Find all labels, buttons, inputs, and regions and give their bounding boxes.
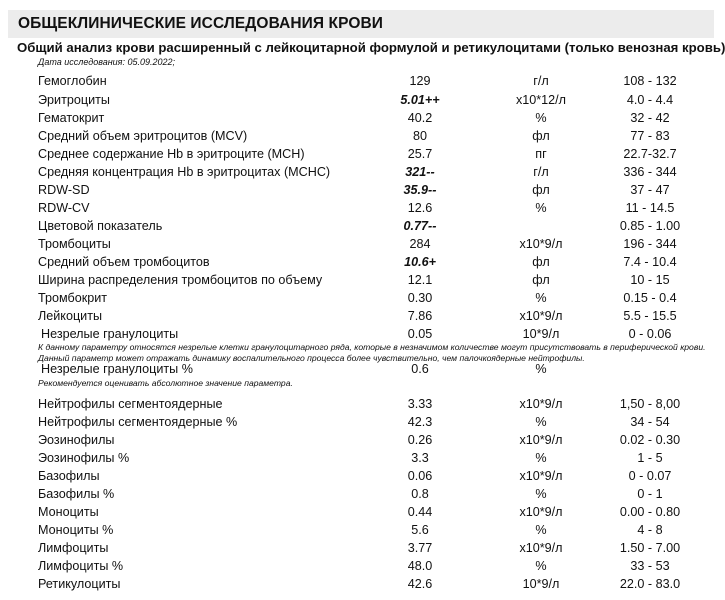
param-value-flagged: 321-- — [405, 165, 435, 179]
param-reference: 22.7-32.7 — [623, 147, 677, 161]
param-unit: % — [535, 415, 547, 429]
param-unit: фл — [532, 129, 550, 143]
param-name: Гемоглобин — [38, 74, 107, 88]
absolute-value-note: Рекомендуется оценивать абсолютное значение параметра. — [38, 378, 293, 388]
param-reference: 22.0 - 83.0 — [619, 577, 681, 591]
param-reference: 0.02 - 0.30 — [619, 433, 681, 447]
param-unit: x10*9/л — [519, 309, 563, 323]
param-value: 48.0 — [407, 559, 433, 573]
param-value-flagged: 10.6+ — [404, 255, 436, 269]
result-row — [0, 165, 725, 183]
param-value: 0.06 — [407, 469, 433, 483]
section-header — [8, 10, 714, 38]
param-name: Тромбоциты — [38, 237, 111, 251]
param-reference: 1,50 - 8,00 — [619, 397, 681, 411]
param-value: 42.3 — [407, 415, 433, 429]
param-value: 129 — [409, 74, 431, 88]
result-row — [0, 577, 725, 595]
param-value-flagged: 0.77-- — [403, 219, 437, 233]
param-name: Незрелые гранулоциты % — [41, 362, 193, 376]
param-unit: x10*9/л — [519, 237, 563, 251]
param-value: 0.26 — [407, 433, 433, 447]
param-unit: 10*9/л — [522, 327, 560, 341]
param-reference: 11 - 14.5 — [625, 201, 675, 215]
result-row — [0, 523, 725, 541]
param-reference: 5.5 - 15.5 — [623, 309, 677, 323]
param-reference: 0 - 0.06 — [628, 327, 672, 341]
result-row — [0, 397, 725, 415]
result-row — [0, 291, 725, 309]
result-row — [0, 93, 725, 111]
param-name: RDW-SD — [38, 183, 90, 197]
result-row — [0, 451, 725, 469]
param-name: Ретикулоциты — [38, 577, 121, 591]
result-row — [0, 469, 725, 487]
immature-granulocytes-note: К данному параметру относятся незрелые клетки гранулоцитарного ряда, которые в незначимом количестве могут присутствовать в периферической крови. Данный параметр может отражать динамику воспалительного процесса более чувствительно, чем палочкоядерные нейтрофилы. — [38, 342, 706, 363]
param-name: Моноциты — [38, 505, 99, 519]
param-name: RDW-CV — [38, 201, 90, 215]
param-reference: 10 - 15 — [630, 273, 670, 287]
param-reference: 0.85 - 1.00 — [619, 219, 681, 233]
param-value: 0.30 — [407, 291, 433, 305]
param-name: Лейкоциты — [38, 309, 103, 323]
param-value: 0.8 — [411, 487, 429, 501]
param-name: Эозинофилы % — [38, 451, 130, 465]
param-name: Средний объем эритроцитов (MCV) — [38, 129, 248, 143]
param-unit: x10*9/л — [519, 469, 563, 483]
param-unit: г/л — [533, 165, 549, 179]
param-reference: 7.4 - 10.4 — [623, 255, 677, 269]
param-name: Моноциты % — [38, 523, 114, 537]
param-reference: 0 - 1 — [637, 487, 663, 501]
param-reference: 77 - 83 — [630, 129, 670, 143]
param-value: 40.2 — [407, 111, 433, 125]
test-title: Общий анализ крови расширенный с лейкоцитарной формулой и ретикулоцитами (только венозная кровь) — [17, 40, 725, 55]
param-reference: 4 - 8 — [637, 523, 663, 537]
param-value: 0.6 — [411, 362, 429, 376]
param-unit: x10*12/л — [515, 93, 567, 107]
param-reference: 0 - 0.07 — [628, 469, 672, 483]
param-reference: 37 - 47 — [630, 183, 670, 197]
param-unit: % — [535, 291, 547, 305]
param-unit: % — [535, 523, 547, 537]
param-unit: x10*9/л — [519, 433, 563, 447]
param-reference: 196 - 344 — [623, 237, 677, 251]
param-value: 5.6 — [411, 523, 429, 537]
section-title: ОБЩЕКЛИНИЧЕСКИЕ ИССЛЕДОВАНИЯ КРОВИ — [18, 15, 384, 32]
result-row — [0, 433, 725, 451]
param-value: 12.1 — [407, 273, 433, 287]
result-row — [0, 559, 725, 577]
result-row — [0, 255, 725, 273]
param-name: Средняя концентрация Hb в эритроцитах (MCHC) — [38, 165, 331, 179]
param-name: Среднее содержание Hb в эритроците (MCH) — [38, 147, 305, 161]
param-name: Лимфоциты — [38, 541, 109, 555]
param-value: 0.05 — [407, 327, 433, 341]
param-value: 3.33 — [407, 397, 433, 411]
param-value: 7.86 — [407, 309, 433, 323]
param-unit: % — [535, 451, 547, 465]
param-unit: фл — [532, 183, 550, 197]
result-row — [0, 541, 725, 559]
param-name: Ширина распределения тромбоцитов по объему — [38, 273, 323, 287]
param-value: 80 — [412, 129, 427, 143]
param-reference: 108 - 132 — [623, 74, 677, 88]
param-reference: 4.0 - 4.4 — [626, 93, 674, 107]
result-row — [0, 183, 725, 201]
param-name: Нейтрофилы сегментоядерные — [38, 397, 223, 411]
param-reference: 0.00 - 0.80 — [619, 505, 681, 519]
param-reference: 32 - 42 — [630, 111, 670, 125]
param-name: Базофилы — [38, 469, 100, 483]
param-value: 0.44 — [407, 505, 433, 519]
result-row — [0, 147, 725, 165]
result-row — [0, 74, 725, 92]
param-value-flagged: 5.01++ — [400, 93, 440, 107]
param-reference: 336 - 344 — [623, 165, 677, 179]
param-reference: 0.15 - 0.4 — [623, 291, 677, 305]
result-row — [0, 487, 725, 505]
param-name: Эритроциты — [38, 93, 110, 107]
param-name: Средний объем тромбоцитов — [38, 255, 210, 269]
param-unit: x10*9/л — [519, 505, 563, 519]
param-name: Гематокрит — [38, 111, 105, 125]
param-unit: % — [535, 559, 547, 573]
param-value-flagged: 35.9-- — [403, 183, 437, 197]
param-name: Эозинофилы — [38, 433, 115, 447]
test-date: Дата исследования: 05.09.2022; — [38, 57, 176, 67]
param-reference: 1 - 5 — [637, 451, 663, 465]
result-row — [0, 505, 725, 523]
param-unit: % — [535, 362, 547, 376]
param-value: 25.7 — [407, 147, 433, 161]
result-row — [0, 237, 725, 255]
param-reference: 33 - 53 — [630, 559, 670, 573]
param-value: 3.77 — [407, 541, 433, 555]
param-value: 284 — [409, 237, 431, 251]
param-unit: x10*9/л — [519, 397, 563, 411]
param-reference: 34 - 54 — [630, 415, 670, 429]
param-unit: пг — [535, 147, 547, 161]
param-unit: 10*9/л — [522, 577, 560, 591]
result-row — [0, 129, 725, 147]
result-row — [0, 309, 725, 327]
param-value: 3.3 — [411, 451, 429, 465]
result-row — [0, 415, 725, 433]
param-unit: % — [535, 487, 547, 501]
result-row — [0, 273, 725, 291]
param-name: Нейтрофилы сегментоядерные % — [38, 415, 238, 429]
result-row — [0, 201, 725, 219]
result-row — [0, 111, 725, 129]
param-unit: фл — [532, 255, 550, 269]
param-name: Тромбокрит — [38, 291, 108, 305]
param-reference: 1.50 - 7.00 — [619, 541, 681, 555]
param-name: Лимфоциты % — [38, 559, 124, 573]
param-unit: x10*9/л — [519, 541, 563, 555]
param-name: Базофилы % — [38, 487, 115, 501]
param-name: Незрелые гранулоциты — [41, 327, 179, 341]
param-unit: фл — [532, 273, 550, 287]
param-unit: % — [535, 201, 547, 215]
param-name: Цветовой показатель — [38, 219, 163, 233]
param-value: 12.6 — [407, 201, 433, 215]
param-unit: г/л — [533, 74, 549, 88]
result-row — [0, 219, 725, 237]
param-unit: % — [535, 111, 547, 125]
param-value: 42.6 — [407, 577, 433, 591]
